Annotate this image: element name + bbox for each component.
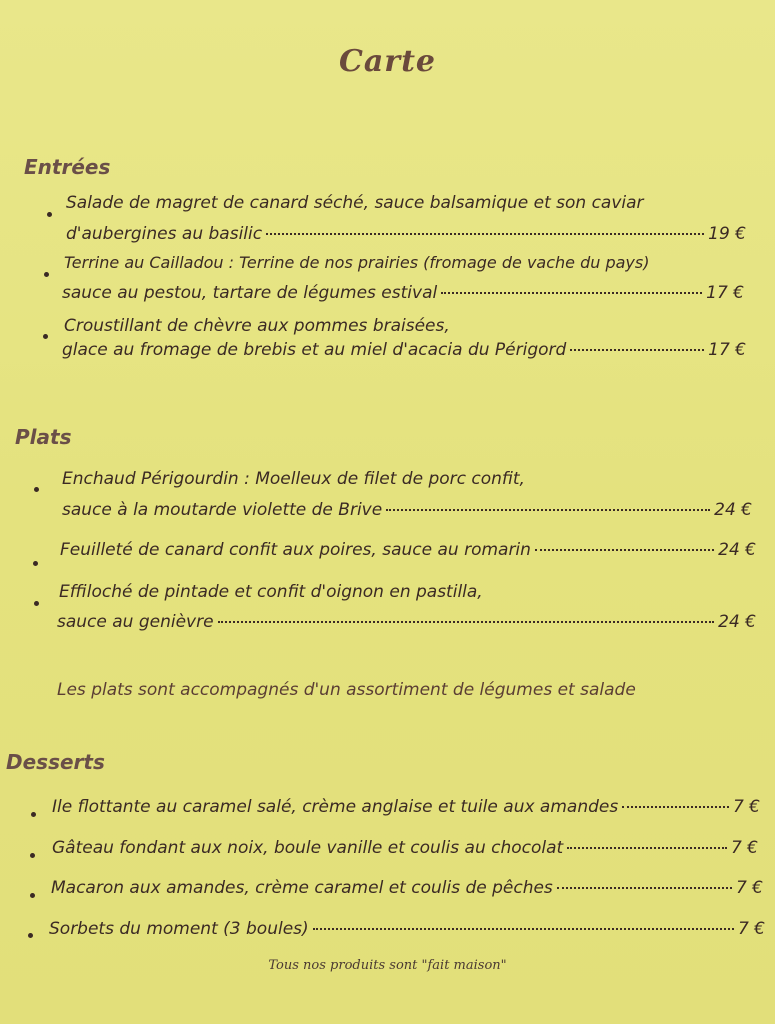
item-detail: sauce à la moutarde violette de Brive <box>62 500 383 520</box>
item-name: Feuilleté de canard confit aux poires, sauce au romarin <box>60 540 531 560</box>
item-line <box>49 919 765 939</box>
bullet-icon <box>34 487 39 492</box>
bullet-icon <box>28 933 33 938</box>
item-detail-line <box>62 340 746 360</box>
bullet-icon <box>30 893 35 898</box>
leader-dots <box>386 509 710 511</box>
item-detail: sauce au pestou, tartare de légumes estival <box>62 283 438 303</box>
item-detail-line <box>57 612 756 632</box>
page-title: Carte <box>338 44 437 79</box>
bullet-icon <box>30 853 35 858</box>
item-price: 24 € <box>718 612 756 632</box>
footer-note: Tous nos produits sont "fait maison" <box>268 958 507 973</box>
item-name: Ile flottante au caramel salé, crème anglaise et tuile aux amandes <box>52 797 619 817</box>
item-detail-line <box>66 224 746 244</box>
item-price: 17 € <box>706 283 744 303</box>
item-detail: d'aubergines au basilic <box>66 224 263 244</box>
leader-dots <box>557 887 732 889</box>
item-detail: glace au fromage de brebis et au miel d'acacia du Périgord <box>62 340 567 360</box>
item-name: Macaron aux amandes, crème caramel et coulis de pêches <box>51 878 553 898</box>
item-price: 7 € <box>732 797 760 817</box>
item-price: 24 € <box>714 500 752 520</box>
item-detail: sauce au genièvre <box>57 612 214 632</box>
item-name: Terrine au Cailladou : Terrine de nos prairies (fromage de vache du pays) <box>64 253 650 272</box>
leader-dots <box>266 233 704 235</box>
leader-dots <box>567 847 727 849</box>
item-name: Sorbets du moment (3 boules) <box>49 919 309 939</box>
item-price: 24 € <box>718 540 756 560</box>
item-price: 7 € <box>730 838 758 858</box>
item-detail-line <box>62 500 752 520</box>
item-name: Effiloché de pintade et confit d'oignon en pastilla, <box>59 582 483 602</box>
leader-dots <box>313 928 734 930</box>
leader-dots <box>570 349 704 351</box>
item-price: 7 € <box>737 919 765 939</box>
item-price: 19 € <box>708 224 746 244</box>
item-line <box>52 838 758 858</box>
item-line <box>51 878 763 898</box>
section-heading-plats: Plats <box>15 425 72 449</box>
item-price: 17 € <box>708 340 746 360</box>
bullet-icon <box>31 812 36 817</box>
item-name: Croustillant de chèvre aux pommes braisées, <box>64 316 450 336</box>
leader-dots <box>441 292 702 294</box>
bullet-icon <box>34 601 39 606</box>
leader-dots <box>218 621 715 623</box>
item-name: Salade de magret de canard séché, sauce balsamique et son caviar <box>66 193 644 213</box>
bullet-icon <box>44 272 49 277</box>
bullet-icon <box>47 212 52 217</box>
item-line <box>60 540 756 560</box>
section-heading-entrees: Entrées <box>24 155 111 179</box>
section-heading-desserts: Desserts <box>6 750 105 774</box>
item-line <box>52 797 760 817</box>
plats-note: Les plats sont accompagnés d'un assortiment de légumes et salade <box>57 680 636 700</box>
leader-dots <box>535 549 714 551</box>
item-price: 7 € <box>735 878 763 898</box>
item-name: Gâteau fondant aux noix, boule vanille et coulis au chocolat <box>52 838 564 858</box>
bullet-icon <box>33 561 38 566</box>
item-name: Enchaud Périgourdin : Moelleux de filet de porc confit, <box>62 469 525 489</box>
leader-dots <box>622 806 729 808</box>
item-detail-line <box>62 283 744 303</box>
bullet-icon <box>43 334 48 339</box>
